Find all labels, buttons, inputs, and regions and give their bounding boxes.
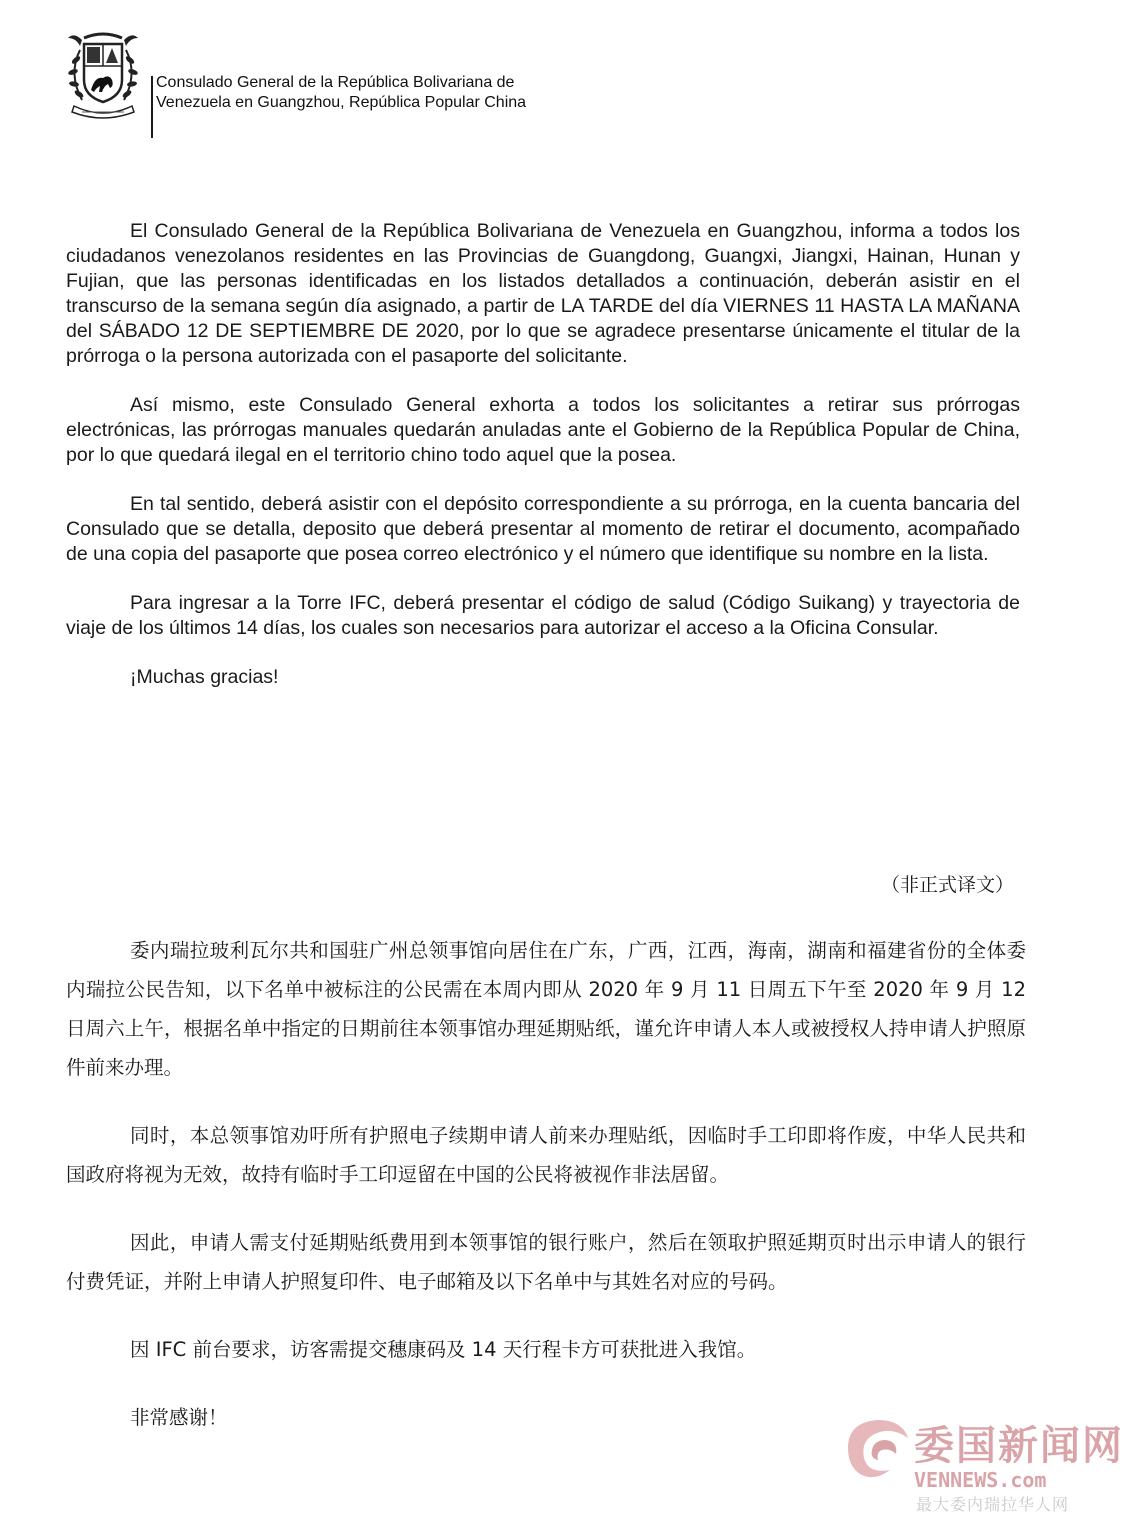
watermark-tagline: 最大委内瑞拉华人网: [916, 1495, 1070, 1514]
spanish-paragraph-3: En tal sentido, deberá asistir con el depósito correspondiente a su prórroga, en la cuenta bancaria del Consulado que se detalla, deposito que deberá presentar al momento de retirar el documento, acompañado de una copia del pasaporte que posea correo electrónico y el número que identifique su nombre en la lista.: [66, 493, 1020, 565]
chinese-translation: [66, 931, 1026, 1466]
chinese-paragraph-4: 因 IFC 前台要求，访客需提交穗康码及 14 天行程卡方可获批进入我馆。: [130, 1338, 757, 1361]
letterhead: [62, 30, 582, 122]
spanish-paragraph-2: Así mismo, este Consulado General exhorta a todos los solicitantes a retirar sus prórrogas electrónicas, las prórrogas manuales quedarán anuladas ante el Gobierno de la República Popular de China, por lo que quedará ilegal en el territorio chino todo aquel que la posea.: [66, 394, 1020, 466]
letterhead-divider: [151, 76, 153, 138]
vennews-watermark: [838, 1408, 1124, 1514]
swirl-logo-icon: [838, 1408, 918, 1488]
spanish-thanks: ¡Muchas gracias!: [130, 666, 279, 688]
chinese-thanks: 非常感谢！: [130, 1406, 228, 1429]
spanish-paragraph-1: El Consulado General de la República Bolivariana de Venezuela en Guangzhou, informa a todos los ciudadanos venezolanos residentes en las Provincias de Guangdong, Guangxi, Jiangxi, Hainan, Hunan y Fujian, que las personas identificadas en los listados detallados a continuación, deberán asistir en el transcurso de la semana según día asignado, a partir de LA TARDE del día VIERNES 11 HASTA LA MAÑANA del SÁBADO 12 DE SEPTIEMBRE DE 2020, por lo que se agradece presentarse únicamente el titular de la prórroga o la persona autorizada con el pasaporte del solicitante.: [66, 220, 1020, 367]
chinese-paragraph-3: 因此，申请人需支付延期贴纸费用到本领事馆的银行账户，然后在领取护照延期页时出示申请人的银行付费凭证，并附上申请人护照复印件、电子邮箱及以下名单中与其姓名对应的号码。: [66, 1231, 1026, 1293]
spanish-notice: [66, 219, 1020, 690]
spanish-paragraph-4: Para ingresar a la Torre IFC, deberá presentar el código de salud (Código Suikang) y trayectoria de viaje de los últimos 14 días, los cuales son necesarios para autorizar el acceso a la Oficina Consular.: [66, 592, 1020, 639]
consulate-name: [156, 73, 526, 113]
watermark-domain: VENNEWS.com: [914, 1468, 1047, 1492]
venezuela-coat-of-arms-icon: [62, 30, 144, 120]
watermark-title: 委国新闻网: [914, 1423, 1124, 1469]
chinese-paragraph-1: 委内瑞拉玻利瓦尔共和国驻广州总领事馆向居住在广东，广西，江西，海南，湖南和福建省份的全体委内瑞拉公民告知，以下名单中被标注的公民需在本周内即从 2020 年 9 月 11 日周五下午至 2020 年 9 月 12 日周六上午，根据名单中指定的日期前往本领事馆办理延期贴纸，谨允许申请人本人或被授权人持申请人护照原件前来办理。: [66, 939, 1026, 1079]
chinese-paragraph-2: 同时，本总领事馆劝吁所有护照电子续期申请人前来办理贴纸，因临时手工印即将作废，中华人民共和国政府将视为无效，故持有临时手工印逗留在中国的公民将被视作非法居留。: [66, 1124, 1026, 1186]
unofficial-translation-note: （非正式译文）: [880, 874, 1014, 896]
consulate-name-line2: Venezuela en Guangzhou, República Popular China: [156, 94, 527, 111]
consulate-name-line1: Consulado General de la República Bolivariana de: [156, 74, 515, 91]
